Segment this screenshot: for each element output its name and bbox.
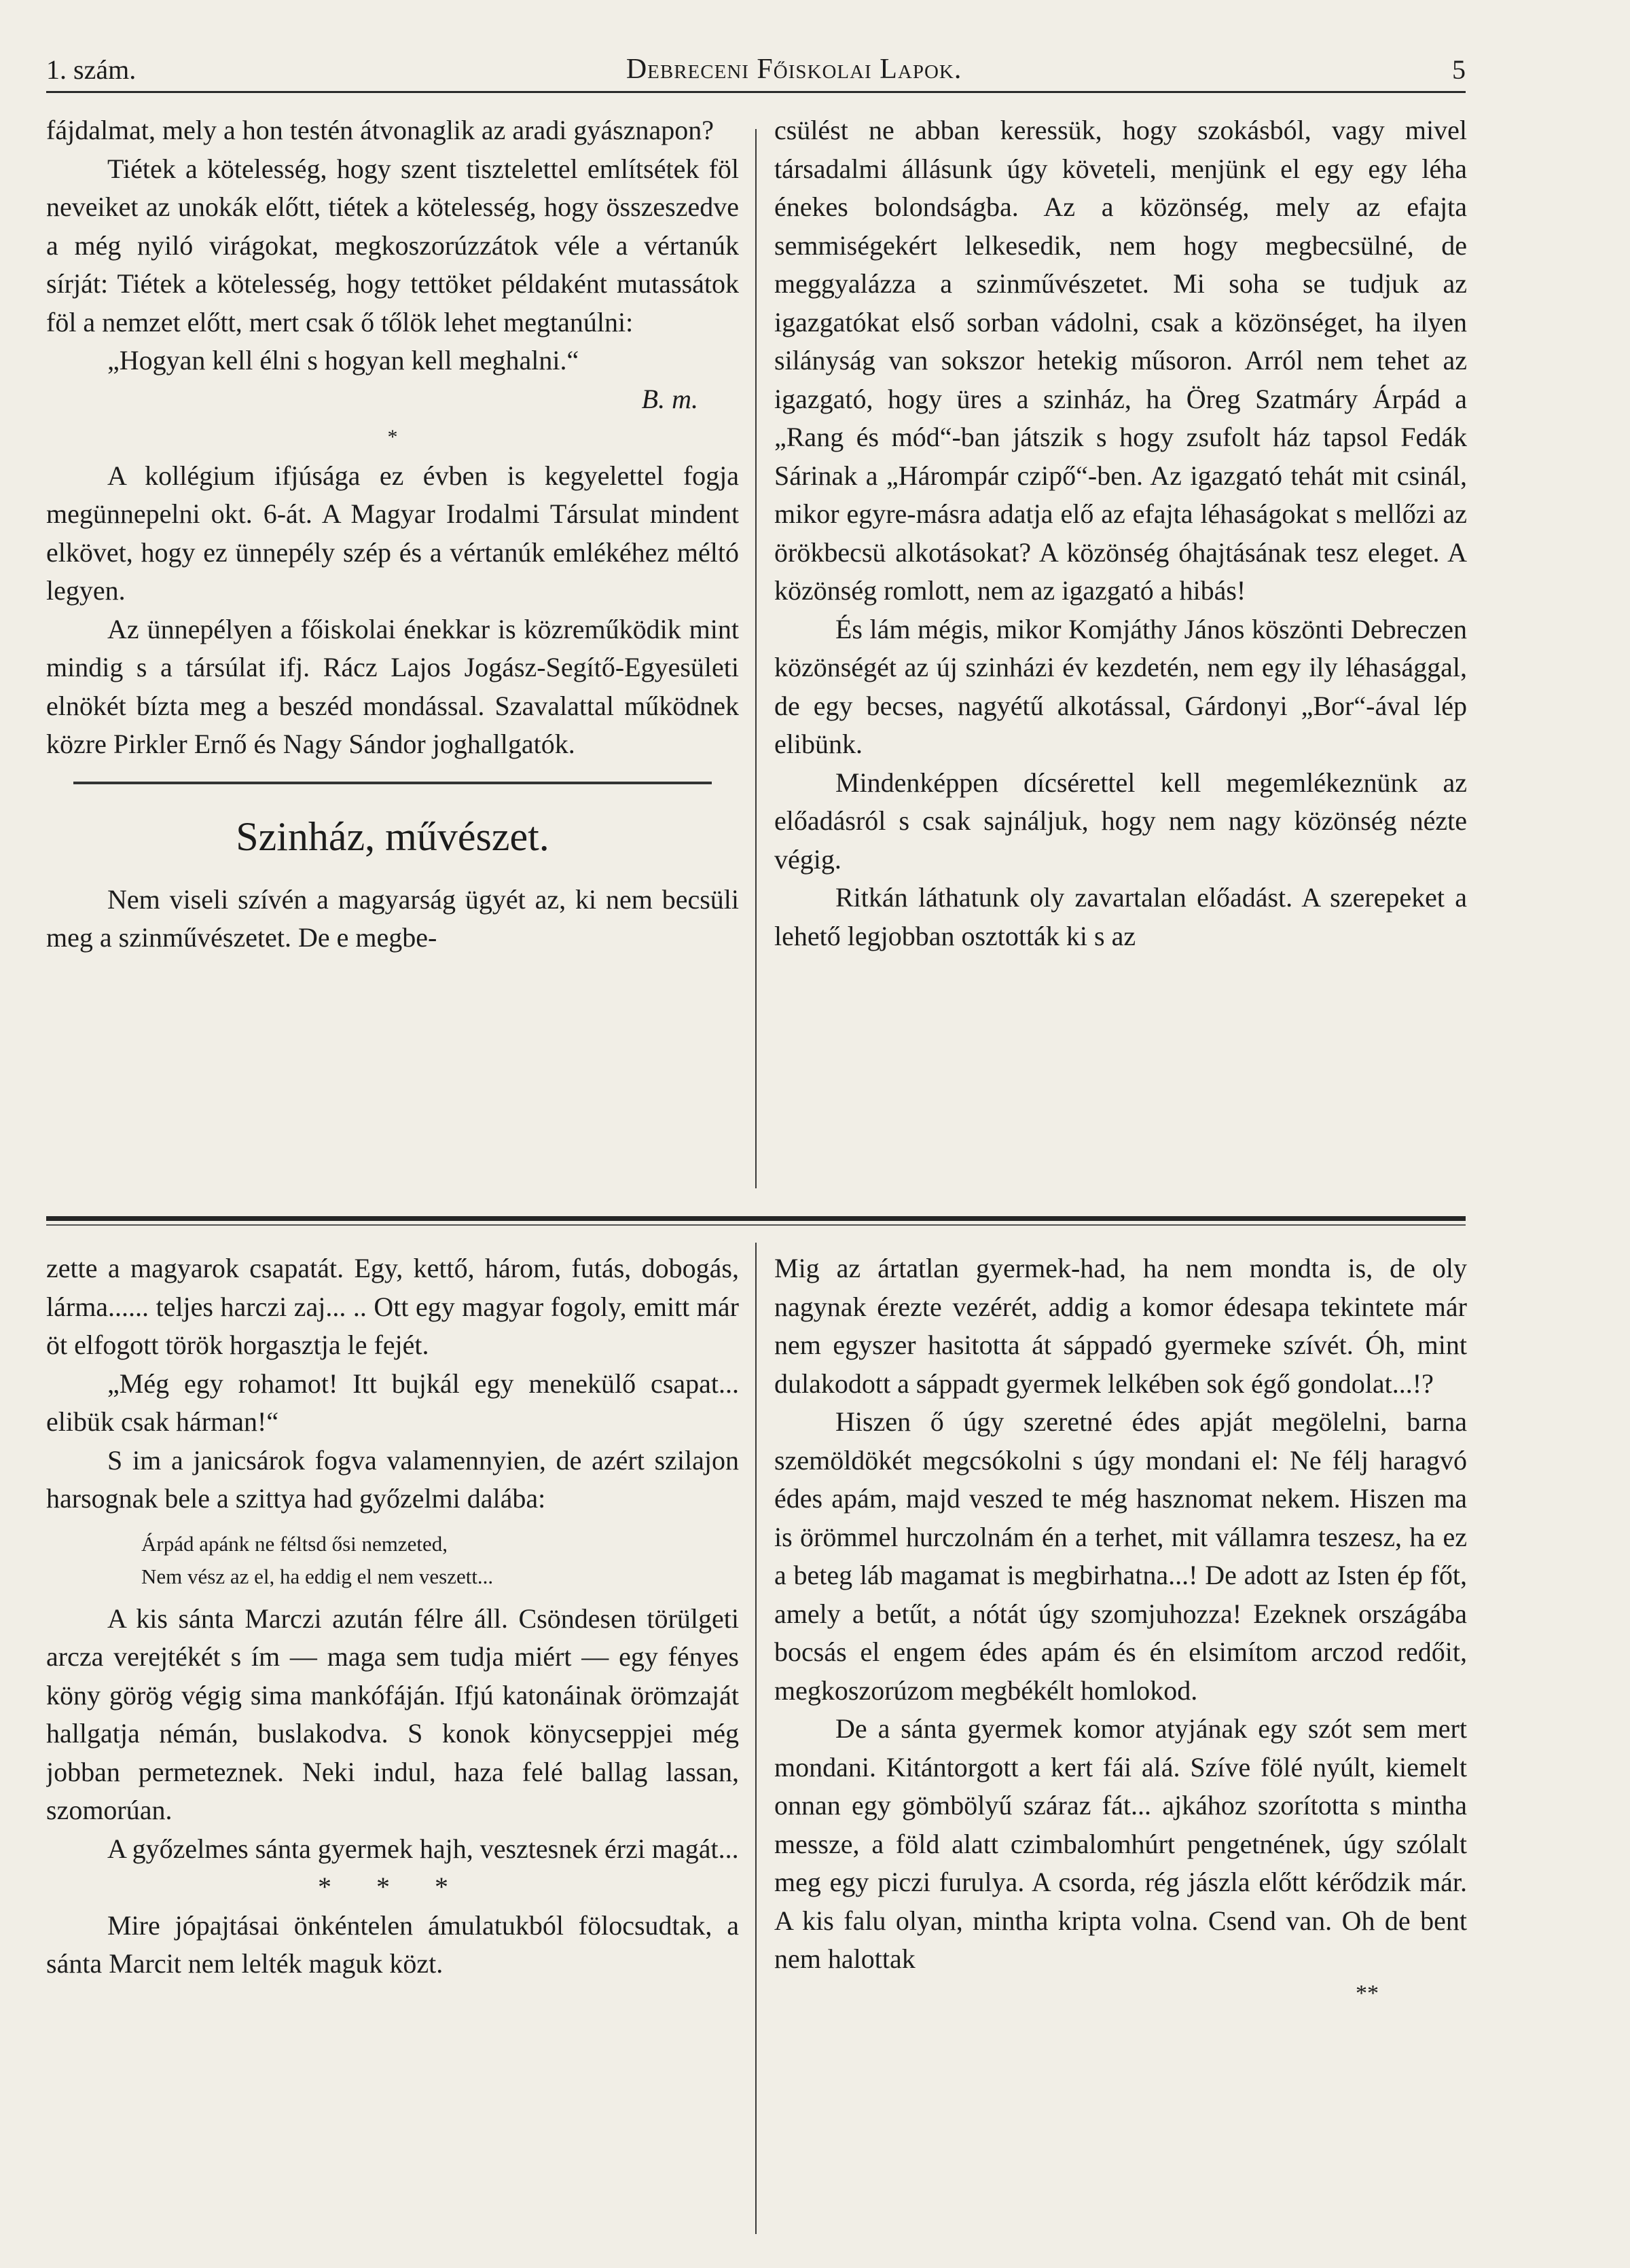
top-right-column bbox=[774, 111, 1467, 1205]
issue-number: 1. szám. bbox=[46, 54, 137, 85]
column-divider bbox=[755, 1243, 757, 2234]
paragraph: A kollégium ifjúsága ez évben is kegyelettel fogja megünnepelni okt. 6-át. A Magyar Irodalmi Társulat mindent elkövet, hogy ez ünnepély szép és a vértanúk emlékéhez méltó legyen. bbox=[46, 460, 739, 606]
paragraph: Mindenképpen dícsérettel kell megemlékeznünk az előadásról s csak sajnáljuk, hogy nem nagy közönség nézte végig. bbox=[774, 767, 1467, 875]
paragraph: „Még egy rohamot! Itt bujkál egy menekülő csapat... elibük csak hárman!“ bbox=[46, 1368, 739, 1437]
publication-title: Debreceni Főiskolai Lapok. bbox=[626, 54, 962, 85]
signature-mark: ** bbox=[1356, 1980, 1379, 2006]
paragraph: Ritkán láthatunk oly zavartalan előadást. A szerepeket a lehető legjobban osztották ki s az bbox=[774, 882, 1467, 951]
poem-line: Nem vész az el, ha eddig el nem veszett... bbox=[141, 1564, 494, 1588]
paragraph: csülést ne abban keressük, hogy szokásból, vagy mivel társadalmi állásunk úgy követeli, menjünk el egy egy léha énekes bolondságba. Az a közönség, mely az efajta semmiségekért lelkesedik, nem hogy megbecsülné, de meggyalázza a szinművészetet. Mi soha se tudjuk az igazgatókat első sorban vádolni, csak a közönséget, ha ilyen silányság van sokszor hetekig műsoron. Arról nem tehet az igazgató, hogy üres a szinház, ha Öreg Szatmáry Árpád a „Rang és mód“-ban játszik s hogy zsufolt ház tapsol Fedák Sárinak a „Hárompár czipő“-ben. Az igazgató tehát mit csinál, mikor egyre-másra adatja elő az efajta léhaságokat s mellőzi az örökbecsü alkotásokat? A közönség óhajtásának tesz eleget. A közönség romlott, nem az igazgató a hibás! bbox=[774, 115, 1467, 606]
page-number: 5 bbox=[1451, 54, 1466, 85]
page-section-rule bbox=[46, 1216, 1466, 1221]
asterisk-separator: * bbox=[387, 426, 398, 448]
paragraph: fájdalmat, mely a hon testén átvonaglik az aradi gyásznapon? bbox=[46, 115, 714, 145]
page-section-rule-thin bbox=[46, 1224, 1466, 1226]
paragraph: A kis sánta Marczi azután félre áll. Csöndesen törülgeti arcza verejtékét s ím — maga sem tudja miért — egy fényes köny görög végig sima mankófáján. Ifjú katonáinak örömzaját hallgatja némán, buslakodva. S konok könycseppjei még jobban permeteznek. Neki indul, haza felé ballag lassan, szomorúan. bbox=[46, 1603, 739, 1825]
paragraph: Nem viseli szívén a magyarság ügyét az, ki nem becsüli meg a szinművészetet. De e megbe- bbox=[46, 883, 739, 953]
page-header bbox=[46, 48, 1466, 91]
star-separator: * * * bbox=[318, 1871, 467, 1902]
bottom-left-column bbox=[46, 1249, 739, 2248]
header-rule bbox=[46, 91, 1466, 93]
bottom-right-column bbox=[774, 1249, 1467, 2248]
section-title: Szinház, művészet. bbox=[236, 813, 549, 859]
column-divider bbox=[755, 129, 757, 1188]
poem-line: Árpád apánk ne féltsd ősi nemzeted, bbox=[141, 1531, 448, 1556]
paragraph: S im a janicsárok fogva valamennyien, de azért szilajon harsognak bele a szittya had győzelmi dalába: bbox=[46, 1444, 739, 1514]
paragraph: A győzelmes sánta gyermek hajh, vesztesnek érzi magát... bbox=[107, 1833, 739, 1864]
top-left-column bbox=[46, 111, 739, 1205]
paragraph: Mig az ártatlan gyermek-had, ha nem mondta is, de oly nagynak érezte vezérét, addig a komor édesapa tekintete már nem egyszer hasitotta át sáppadó gyermeke szívét. Óh, mint dulakodott a sáppadt gyermek lelkében sok égő gondolat...!? bbox=[774, 1253, 1467, 1399]
paragraph: Hiszen ő úgy szeretné édes apját megölelni, barna szemöldökét megcsókolni s úgy mondani el: Ne félj haragvó édes apám, majd veszed te még hasznomat nekem. Hiszen ma is örömmel hurczolnám én a terhet, mit vállamra teszesz, ha ez a beteg láb magamat is megbirhatna...! De adott az Isten ép főt, amely a betűt, a nótát úgy szomjuhozza! Ezeknek országába bocsás el engem édes apám és én elsimítom arczod redőit, megkoszorúzom megbékélt homlokod. bbox=[774, 1406, 1467, 1706]
signature: B. m. bbox=[641, 383, 698, 414]
quote: „Hogyan kell élni s hogyan kell meghalni.“ bbox=[107, 345, 579, 376]
paragraph: Az ünnepélyen a főiskolai énekkar is közreműködik mint mindig s a társúlat ifj. Rácz Lajos Jogász-Segítő-Egyesületi elnökét bízta meg a beszéd mondással. Szavalattal működnek közre Pirkler Ernő és Nagy Sándor joghallgatók. bbox=[46, 613, 739, 759]
paragraph: Tiétek a kötelesség, hogy szent tisztelettel említsétek föl neveiket az unokák előtt, tiétek a kötelesség, hogy összeszedve a még nyiló virágokat, megkoszorúzzátok véle a vértanúk sírját: Tiétek a kötelesség, hogy tettöket példaként mutassátok föl a nemzet előtt, mert csak ő tőlök lehet megtanúlni: bbox=[46, 153, 739, 337]
paragraph: De a sánta gyermek komor atyjának egy szót sem mert mondani. Kitántorgott a kert fái alá. Szíve fölé nyúlt, kiemelt onnan egy gömbölyű száraz fát... ajkához szorította s mintha messze, a föld alatt czimbalomhúrt pengetnének, úgy szólalt meg egy piczi furulya. A csorda, rég jászla előtt kérődzik már. A kis falu olyan, mintha kripta volna. Csend van. Oh de bent nem halottak bbox=[774, 1713, 1467, 1974]
paragraph: zette a magyarok csapatát. Egy, kettő, három, futás, dobogás, lárma...... teljes harczi zaj... .. Ott egy magyar fogoly, emitt már öt elfogott török horgasztja le fejét. bbox=[46, 1253, 739, 1360]
paragraph: Mire jópajtásai önkéntelen ámulatukból fölocsudtak, a sánta Marcit nem lelték maguk közt. bbox=[46, 1909, 739, 1979]
section-divider bbox=[73, 782, 712, 784]
paragraph: És lám mégis, mikor Komjáthy János köszönti Debreczen közönségét az új szinházi év kezdetén, nem egy ily léhasággal, de egy becses, nagyétű alkotással, Gárdonyi „Bor“-ával lép elibünk. bbox=[774, 613, 1467, 759]
